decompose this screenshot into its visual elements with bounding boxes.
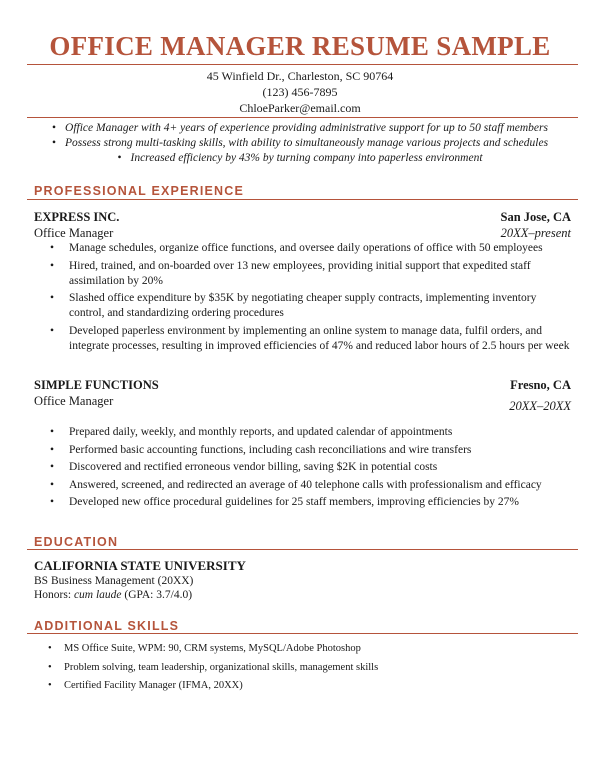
section-heading-experience: PROFESSIONAL EXPERIENCE <box>34 184 245 198</box>
job-company: SIMPLE FUNCTIONS <box>34 378 159 392</box>
section-heading-education: EDUCATION <box>34 535 119 549</box>
list-item: • Performed basic accounting functions, including cash reconciliations and wire transfers <box>50 443 570 458</box>
summary-item: • Possess strong multi-tasking skills, with ability to simultaneously manage various projects and schedules <box>51 137 549 149</box>
summary-text: Possess strong multi-tasking skills, with ability to simultaneously manage various projects and schedules <box>64 137 549 149</box>
contact-email: ChloeParker@email.com <box>239 101 361 115</box>
job-dates: 20XX–20XX <box>509 399 571 413</box>
job-role: Office Manager <box>34 226 114 240</box>
list-item: • MS Office Suite, WPM: 90, CRM systems, MySQL/Adobe Photoshop <box>48 642 568 656</box>
summary-item: • Office Manager with 4+ years of experience providing administrative support for up to 50 staff members <box>52 122 548 134</box>
education-degree: BS Business Management (20XX) <box>34 575 194 587</box>
list-item: • Discovered and rectified erroneous vendor billing, saving $2K in potential costs <box>50 460 570 475</box>
list-item: • Prepared daily, weekly, and monthly reports, and updated calendar of appointments <box>50 425 570 440</box>
section-divider <box>27 633 578 634</box>
job-bullets <box>50 241 570 356</box>
list-item: • Manage schedules, organize office functions, and oversee daily operations of office with 50 employees <box>50 241 570 256</box>
list-item: • Developed paperless environment by implementing an online system to manage data, fulfil orders, and integrate processes, resulting in improved efficiencies of 47% and reduced labor hours of 2.5 hours per week <box>50 324 570 354</box>
skills-list <box>48 642 568 698</box>
list-item: • Problem solving, team leadership, organizational skills, management skills <box>48 661 568 675</box>
header-divider-top <box>27 64 578 65</box>
summary-text: Increased efficiency by 43% by turning company into paperless environment <box>130 152 483 164</box>
job-dates: 20XX–present <box>500 226 571 240</box>
page-title: OFFICE MANAGER RESUME SAMPLE <box>49 31 551 61</box>
summary-text: Office Manager with 4+ years of experience providing administrative support for up to 50 staff members <box>65 122 548 134</box>
honors-label: Honors: <box>34 589 74 601</box>
section-divider <box>27 549 578 550</box>
summary-item: • Increased efficiency by 43% by turning company into paperless environment <box>117 152 483 164</box>
list-item: • Answered, screened, and redirected an average of 40 telephone calls with professionalism and efficacy <box>50 478 570 493</box>
list-item: • Hired, trained, and on-boarded over 13 new employees, providing initial support that expedited staff assimilation by 20% <box>50 259 570 289</box>
list-item: • Certified Facility Manager (IFMA, 20XX) <box>48 679 568 693</box>
header-divider-bottom <box>27 117 578 118</box>
list-item: • Slashed office expenditure by $35K by negotiating cheaper supply contracts, implementing inventory control, and standardizing ordering procedures <box>50 291 570 321</box>
job-location: Fresno, CA <box>510 378 571 392</box>
contact-phone: (123) 456-7895 <box>262 85 338 99</box>
job-location: San Jose, CA <box>500 210 571 224</box>
honors-value: cum laude <box>73 589 122 601</box>
section-divider <box>27 199 578 200</box>
education-school: CALIFORNIA STATE UNIVERSITY <box>34 558 246 573</box>
job-bullets <box>50 425 570 513</box>
job-company: EXPRESS INC. <box>34 210 120 224</box>
education-honors <box>34 588 192 603</box>
honors-gpa: (GPA: 3.7/4.0) <box>121 589 193 601</box>
section-heading-skills: ADDITIONAL SKILLS <box>34 619 180 633</box>
list-item: • Developed new office procedural guidelines for 25 staff members, improving efficiencies by 27% <box>50 495 570 510</box>
contact-address: 45 Winfield Dr., Charleston, SC 90764 <box>206 69 394 83</box>
job-role: Office Manager <box>34 394 114 408</box>
